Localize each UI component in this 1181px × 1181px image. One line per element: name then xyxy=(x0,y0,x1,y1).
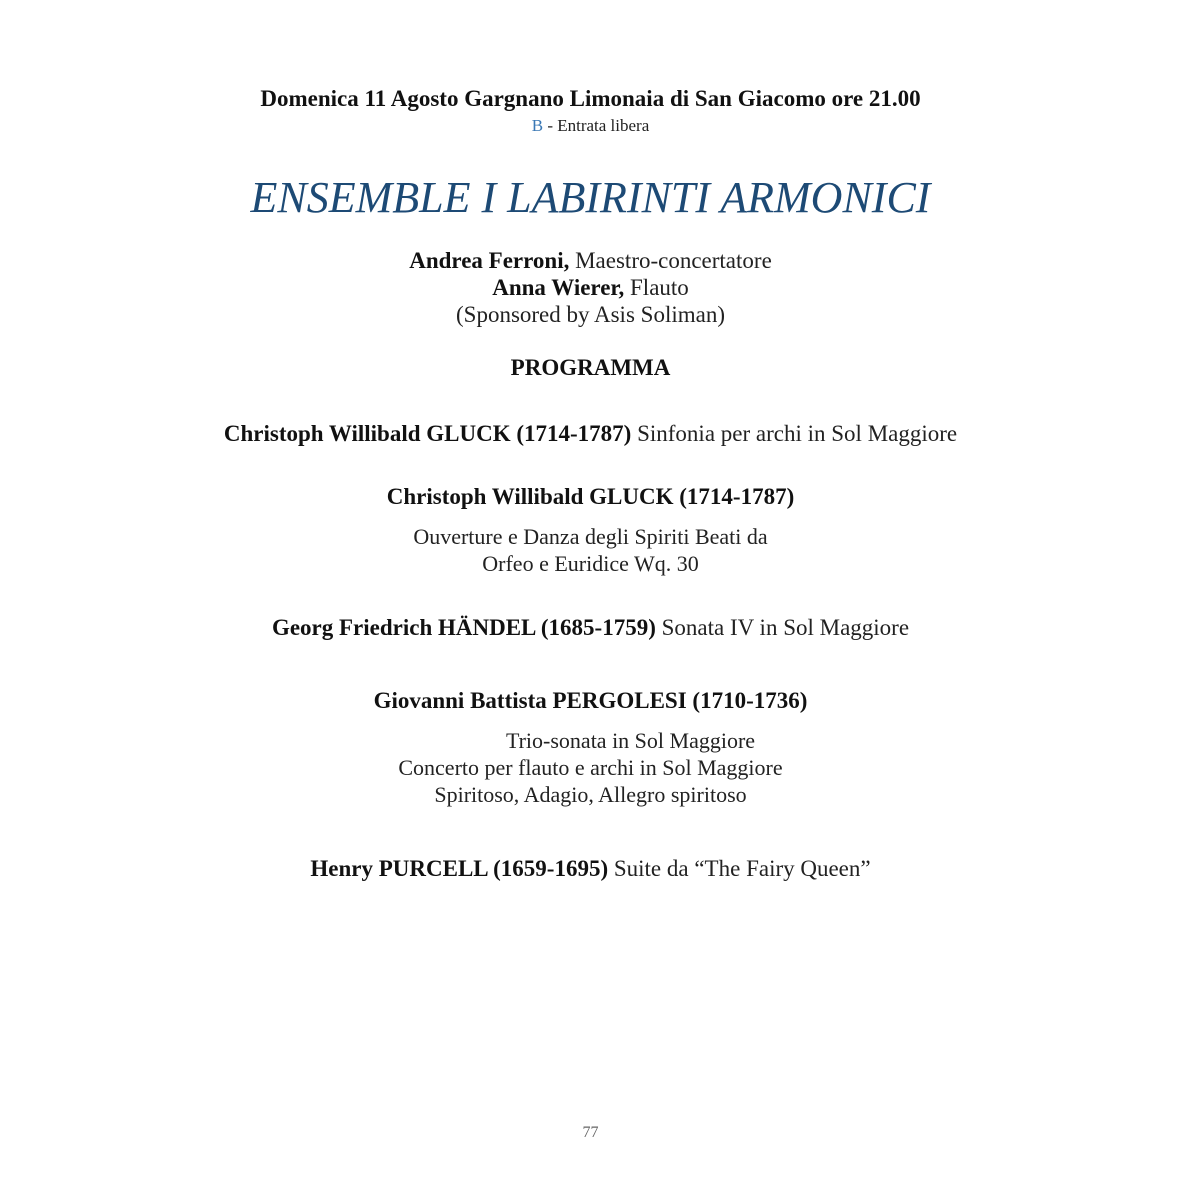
work-title: Ouverture e Danza degli Spiriti Beati da xyxy=(413,524,768,549)
composer: Georg Friedrich HÄNDEL (1685-1759) xyxy=(271,615,656,640)
composer: Christoph Willibald GLUCK (1714-1787) xyxy=(386,484,795,509)
performer-role: Maestro-concertatore xyxy=(569,248,772,273)
performer-name: Andrea Ferroni, xyxy=(409,248,570,273)
work-title: Suite da “The Fairy Queen” xyxy=(608,856,871,881)
entry-text: - Entrata libera xyxy=(543,116,650,135)
ensemble-title: ENSEMBLE I LABIRINTI ARMONICI xyxy=(250,173,931,222)
work-title: Trio-sonata in Sol Maggiore xyxy=(505,728,756,753)
program-piece xyxy=(0,615,1181,641)
work-title: Orfeo e Euridice Wq. 30 xyxy=(482,551,699,576)
composer: Christoph Willibald GLUCK (1714-1787) xyxy=(223,421,632,446)
performer-role: Flauto xyxy=(624,275,689,300)
performer-line xyxy=(0,248,1181,274)
sponsor-note: (Sponsored by Asis Soliman) xyxy=(456,302,725,327)
entry-code: B xyxy=(531,116,544,135)
composer: Henry PURCELL (1659-1695) xyxy=(310,856,609,881)
work-title: Concerto per flauto e archi in Sol Maggiore xyxy=(398,755,783,780)
work-movements: Spiritoso, Adagio, Allegro spiritoso xyxy=(434,782,747,807)
performer-name: Anna Wierer, xyxy=(492,275,625,300)
work-title: Sonata IV in Sol Maggiore xyxy=(655,615,910,640)
composer: Giovanni Battista PERGOLESI (1710-1736) xyxy=(373,688,808,713)
entry-info xyxy=(0,116,1181,136)
work-title: Sinfonia per archi in Sol Maggiore xyxy=(631,421,958,446)
event-date-location: Domenica 11 Agosto Gargnano Limonaia di San Giacomo ore 21.00 xyxy=(260,86,921,111)
program-heading: PROGRAMMA xyxy=(510,355,671,380)
program-piece xyxy=(0,421,1181,447)
program-piece xyxy=(0,856,1181,882)
page-number: 77 xyxy=(582,1124,599,1141)
performer-line xyxy=(0,275,1181,301)
